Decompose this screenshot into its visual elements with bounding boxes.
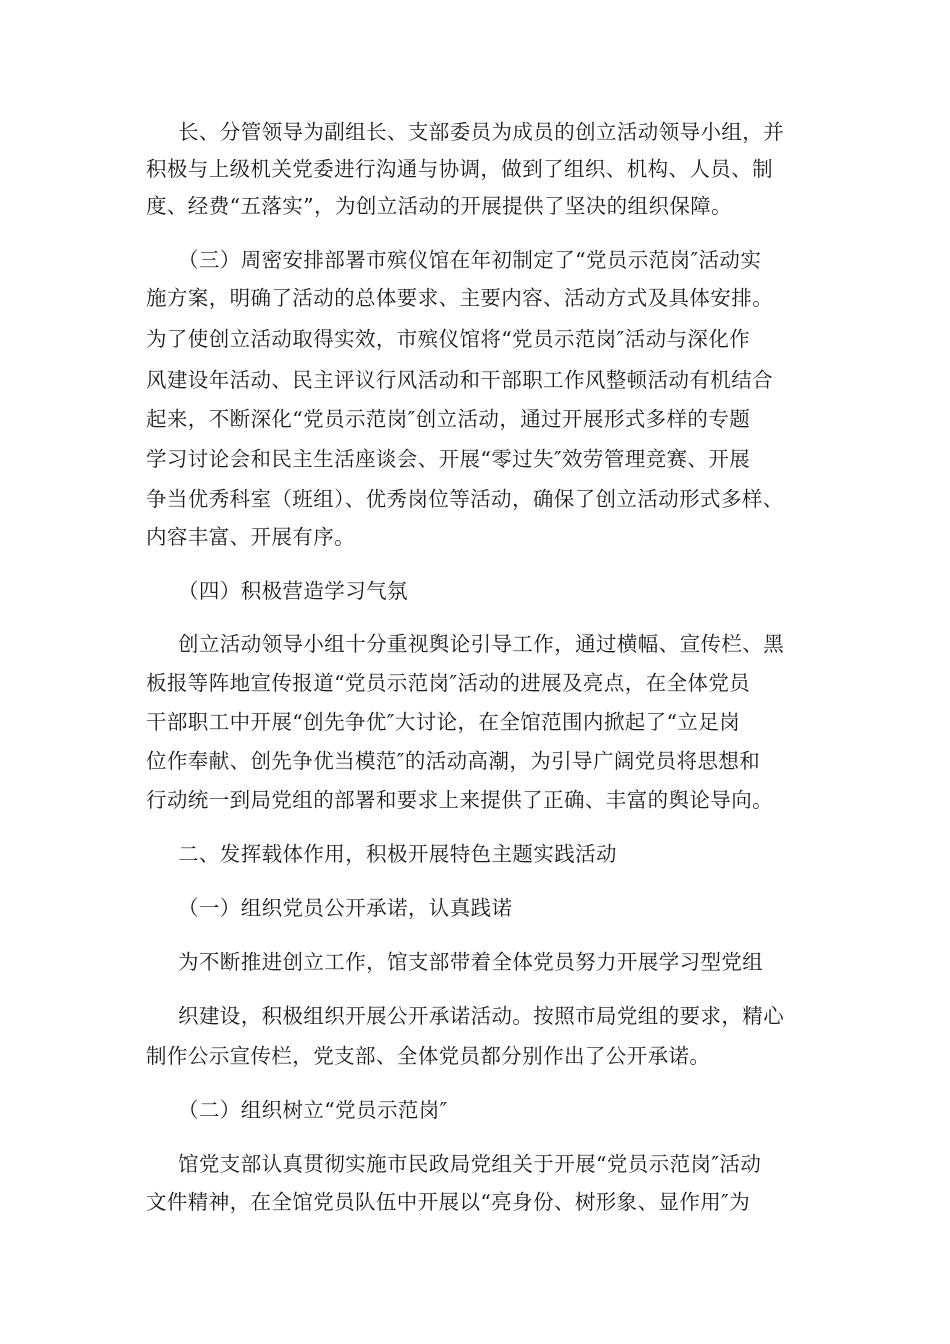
- text-line: 为不断推进创立工作，馆支部带着全体党员努力开展学习型党组: [178, 950, 764, 974]
- section-heading: （四）积极营造学习气氛: [178, 579, 408, 603]
- text-line: 制作公示宣传栏，党支部、全体党员都分别作出了公开承诺。: [146, 1044, 711, 1068]
- text-line: 起来，不断深化“党员示范岗″创立活动，通过开展形式多样的专题: [146, 407, 751, 431]
- text-line: （三）周密安排部署市殡仪馆在年初制定了“党员示范岗″活动实: [178, 248, 762, 272]
- text-line: 度、经费“五落实”，为创立活动的开展提供了坚决的组织保障。: [146, 194, 733, 218]
- text-line: 干部职工中开展“创先争优″大讨论，在全馆范围内掀起了“立足岗: [146, 710, 741, 734]
- text-line: 长、分管领导为副组长、支部委员为成员的创立活动领导小组，并: [178, 120, 785, 144]
- text-line: 板报等阵地宣传报道“党员示范岗″活动的进展及亮点，在全体党员: [146, 671, 751, 695]
- text-line: 文件精神，在全馆党员队伍中开展以“亮身份、树形象、显作用″为: [146, 1190, 751, 1214]
- text-line: 施方案，明确了活动的总体要求、主要内容、活动方式及具体安排。: [146, 286, 773, 310]
- section-heading: 二、发挥载体作用，积极开展特色主题实践活动: [178, 842, 617, 866]
- text-line: 行动统一到局党组的部署和要求上来提供了正确、丰富的舆论导向。: [146, 788, 773, 812]
- text-line: 学习讨论会和民主生活座谈会、开展“零过失″效劳管理竞赛、开展: [146, 447, 751, 471]
- text-line: 内容丰富、开展有序。: [146, 525, 355, 549]
- text-line: 为了使创立活动取得实效，市殡仪馆将“党员示范岗″活动与深化作: [146, 327, 751, 351]
- section-heading: （二）组织树立“党员示范岗″: [178, 1098, 448, 1122]
- text-line: 织建设，积极组织开展公开承诺活动。按照市局党组的要求，精心: [178, 1004, 785, 1028]
- text-line: 争当优秀科室（班组）、优秀岗位等活动，确保了创立活动形式多样、: [146, 487, 784, 511]
- text-line: 馆党支部认真贯彻实施市民政局党组关于开展“党员示范岗″活动: [178, 1152, 762, 1176]
- section-heading: （一）组织党员公开承诺，认真践诺: [178, 896, 513, 920]
- text-line: 积极与上级机关党委进行沟通与协调，做到了组织、机构、人员、制: [146, 157, 773, 181]
- text-line: 创立活动领导小组十分重视舆论引导工作，通过横幅、宣传栏、黑: [178, 632, 785, 656]
- text-line: 风建设年活动、民主评议行风活动和干部职工作风整顿活动有机结合: [146, 368, 773, 392]
- text-line: 位作奉献、创先争优当模范″的活动高潮，为引导广阔党员将思想和: [146, 749, 761, 773]
